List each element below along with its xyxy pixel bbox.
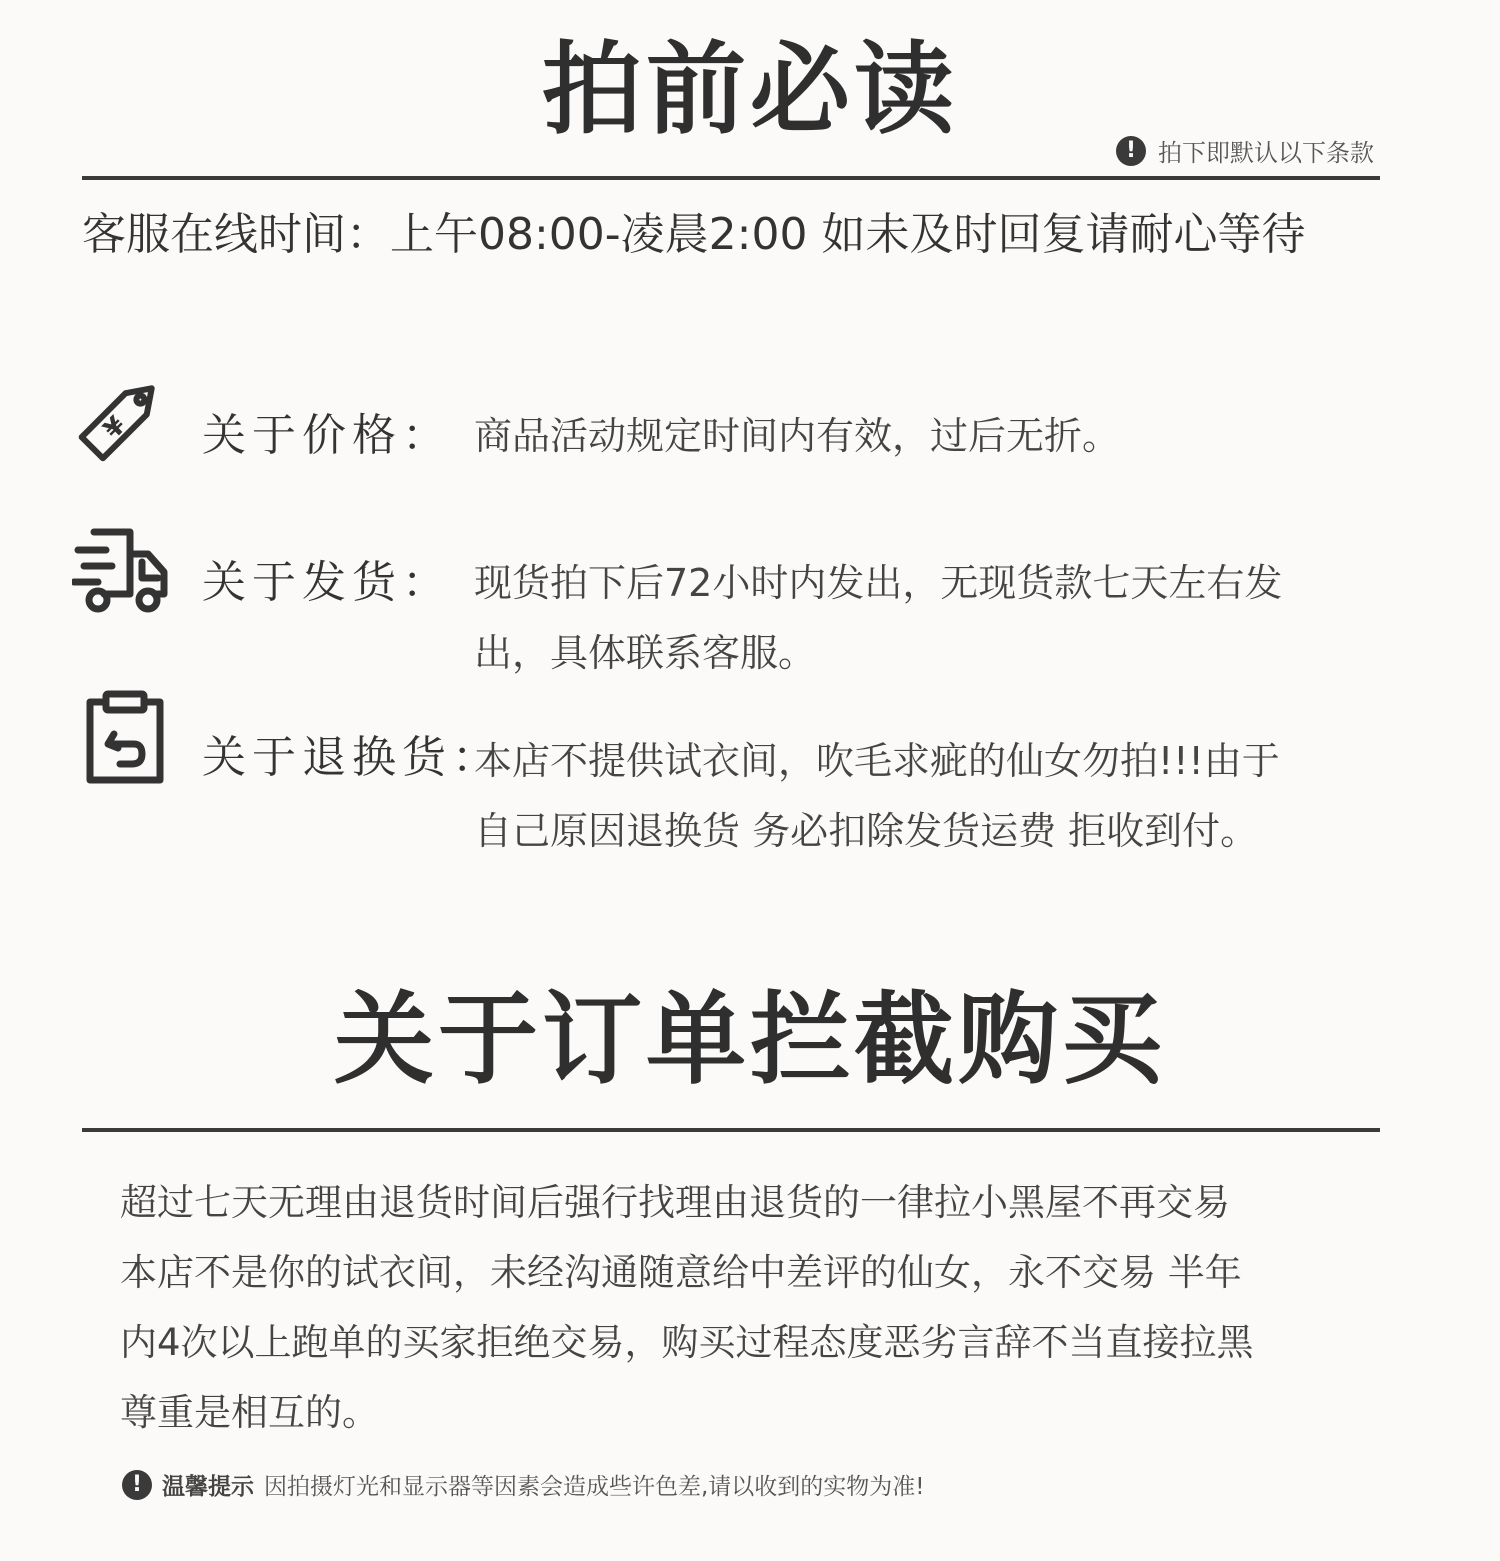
order-policy-line: 内4次以上跑单的买家拒绝交易，购买过程态度恶劣言辞不当直接拉黑 — [120, 1321, 1254, 1364]
price-tag-icon — [72, 368, 172, 468]
shipping-section-text — [474, 548, 1374, 688]
delivery-truck-icon — [72, 522, 172, 622]
exclamation-icon: ! — [1116, 136, 1146, 166]
returns-section-line: 本店不提供试衣间，吹毛求疵的仙女勿拍!!!由于 — [474, 739, 1280, 783]
footer-tip-text: 因拍摄灯光和显示器等因素会造成些许色差,请以收到的实物为准! — [264, 1474, 925, 1500]
order-policy-line: 尊重是相互的。 — [120, 1391, 379, 1434]
terms-notice — [1116, 133, 1374, 168]
order-policy-line: 超过七天无理由退货时间后强行找理由退货的一律拉小黑屋不再交易 — [120, 1181, 1230, 1224]
returns-section-label: 关于退换货： — [202, 732, 502, 783]
footer-tip-label: 温馨提示 — [162, 1474, 254, 1500]
order-policy-text — [120, 1168, 1390, 1448]
footer-tip — [122, 1468, 925, 1501]
returns-section-line: 自己原因退换货 务必扣除发货运费 拒收到付。 — [474, 809, 1259, 853]
shipping-section-line: 现货拍下后72小时内发出，无现货款七天左右发 — [474, 561, 1283, 605]
price-section-label: 关于价格： — [202, 410, 452, 461]
shipping-section-label: 关于发货： — [202, 557, 452, 608]
order-policy-line: 本店不是你的试衣间，未经沟通随意给中差评的仙女，永不交易 半年 — [120, 1251, 1242, 1294]
divider-bottom — [82, 1128, 1380, 1132]
order-section-title: 关于订单拦截购买 — [334, 981, 1166, 1098]
returns-section-text — [474, 726, 1374, 866]
price-section-line: 商品活动规定时间内有效，过后无折。 — [474, 414, 1121, 458]
return-clipboard-icon — [72, 688, 172, 788]
exclamation-icon: ! — [122, 1470, 152, 1500]
price-section-text — [474, 401, 1374, 471]
svg-text:¥: ¥ — [97, 410, 132, 445]
shipping-section-line: 出，具体联系客服。 — [474, 631, 817, 675]
service-hours: 客服在线时间：上午08:00-凌晨2:00 如未及时回复请耐心等待 — [82, 209, 1306, 260]
page-title: 拍前必读 — [542, 31, 958, 148]
terms-notice-text: 拍下即默认以下条款 — [1158, 139, 1374, 167]
divider-top — [82, 176, 1380, 180]
